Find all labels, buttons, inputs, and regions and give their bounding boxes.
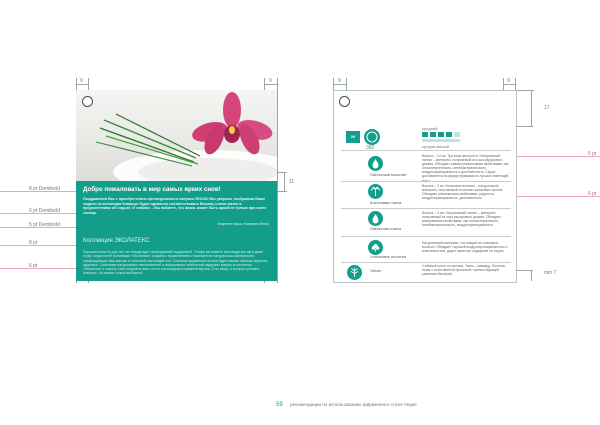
firmness-bar xyxy=(422,132,428,137)
row-divider xyxy=(341,262,511,263)
dimension-label: min 7 xyxy=(544,270,557,276)
dimension-label: 11 xyxy=(289,179,295,185)
row-description: Высота – 3 см. Натуральный латекс – материал, получаемый из сока каучукового дерева. Обладает уникальными свойствами, как гипоаллергенность, антибактериальность, воздухопроницаемость. xyxy=(422,211,501,228)
cotton-icon xyxy=(368,240,383,255)
page-number: 59 xyxy=(276,402,283,408)
latex-drop-icon xyxy=(368,211,383,226)
row-label: Чехол xyxy=(370,268,382,273)
annotation-label: 5 pt xyxy=(588,151,597,157)
dimension-label: 9 xyxy=(80,78,83,84)
annotation-line xyxy=(0,268,84,269)
card-intro-text: Поздравляем Вас с приобретением ортопедического матраса VEGAS! Мы уверены, выбранная Вами модель из коллекции Комфорт будет идеально соответствовать Вашему стилю жизни и предпочтениям об отдыхе. И главное – Вы поймете, что жизнь может быть яркой не только при свете солнца. xyxy=(83,197,267,215)
firmness-bar xyxy=(430,132,436,137)
guide-line xyxy=(284,172,285,191)
annotation-label: 8 pt Demibold xyxy=(29,186,60,192)
guide-line xyxy=(76,84,88,85)
warranty-badge: 20 xyxy=(346,131,360,143)
row-label: Кокосовая плита xyxy=(370,200,402,205)
dimension-label: 9 xyxy=(507,78,510,84)
footer-caption: рекомендации по использованию фирменного стиля Vegas xyxy=(290,402,417,407)
row-label: Латексный монолит xyxy=(370,172,407,177)
firmness-bar xyxy=(438,132,444,137)
rotation-label: 360 xyxy=(366,145,375,151)
latex-drop-icon xyxy=(368,156,383,171)
annotation-label: 6 pt xyxy=(29,263,38,269)
row-description: Натуральный материал, состоящий из хлопковых волокон. Обладает хорошей воздухопроницаемостью и влагоемкостью, дарит приятное ощущение на ощупь. xyxy=(422,241,508,254)
row-divider xyxy=(341,181,511,182)
row-label: Хлопковое полотно xyxy=(370,254,407,259)
row-divider xyxy=(341,208,511,209)
collection-title: Коллекция ЭКОЛАТЕКС xyxy=(83,238,150,244)
firmness-scale xyxy=(422,139,460,142)
collection-text: Хорошая новость для тех, кто всегда идет непрерывный поддержкой. Теперь вы можете наслаждаться им в даже тогда, когда спите! Коллекция «Эколатекс» создана с применением сторонцентно натуральных материалов, превращающих ваш матрас в отличный настоящий сон. Стальная пружинная основа будет вашим первым гарантом здоровья. Сочетание натуральных наполнителей и специальных технологий задержат матрас в состоянии «Экология» и помогут нам сохранить ваш сон по-настоящему в прежней версии. Есть вещи, в которых условно покорять. Их можно только выбирать! xyxy=(83,250,268,276)
annotation-line xyxy=(0,245,84,246)
firmness-label-bottom: средне-мягкий xyxy=(422,144,450,149)
guide-line xyxy=(333,84,346,85)
guide-line xyxy=(503,84,515,85)
guide-line xyxy=(264,84,277,85)
row-divider xyxy=(341,150,511,151)
annotation-label: 6 pt xyxy=(588,191,597,197)
guide-line xyxy=(515,90,534,91)
row-description: Высота – 14 см. Три зоны жесткости. Натуральный латекс – материал, получаемый из сока каучукового дерева. Обладает такими уникальными свойствами, как гипоаллергенность, антибактериальность, воздухопроницаемость и долговечность. Сырье доставляется на фирму прямиком из лучших плантаций мира. xyxy=(422,154,509,183)
annotation-label: 5 pt Demibold xyxy=(29,222,60,228)
hang-hole xyxy=(82,96,93,107)
orchid-image xyxy=(76,90,277,181)
row-description: Съёмный чехол на молнии. Ткань – жаккард. Плотная ткань с естественной пропиткой, препятствующей развитию бактерий. xyxy=(422,264,505,277)
annotation-label: 8 pt xyxy=(29,240,38,246)
card-title: Добро пожаловать в мир самых ярких снов! xyxy=(83,186,221,193)
orchid-photo xyxy=(76,90,277,181)
dimension-label: 9 xyxy=(338,78,341,84)
guide-line xyxy=(277,172,287,173)
tree-icon xyxy=(347,265,362,280)
rotation-icon xyxy=(364,129,380,145)
palm-tree-icon xyxy=(368,184,383,199)
firmness-bar xyxy=(446,132,452,137)
row-divider xyxy=(341,236,511,237)
dimension-label: 17 xyxy=(544,105,550,111)
card-signature: Искренне ваши, Компания Вегас xyxy=(217,222,269,226)
hang-hole xyxy=(339,96,350,107)
firmness-bar xyxy=(454,132,460,137)
guide-line xyxy=(531,270,532,281)
row-description: Высота – 3 см. Кокосовое волокно – натуральный материал, получаемый из спелых кокосовых орехов. Обладает уникальными свойствами: упругость, воздухопроницаемость, долговечность. xyxy=(422,184,504,201)
guide-line xyxy=(277,78,278,283)
firmness-label-top: средний xyxy=(422,126,438,131)
row-label: Латексная плита xyxy=(370,226,402,231)
dimension-label: 9 xyxy=(269,78,272,84)
guide-line xyxy=(531,90,532,126)
guide-line xyxy=(277,191,287,192)
annotation-label: 6 pt Demibold xyxy=(29,208,60,214)
